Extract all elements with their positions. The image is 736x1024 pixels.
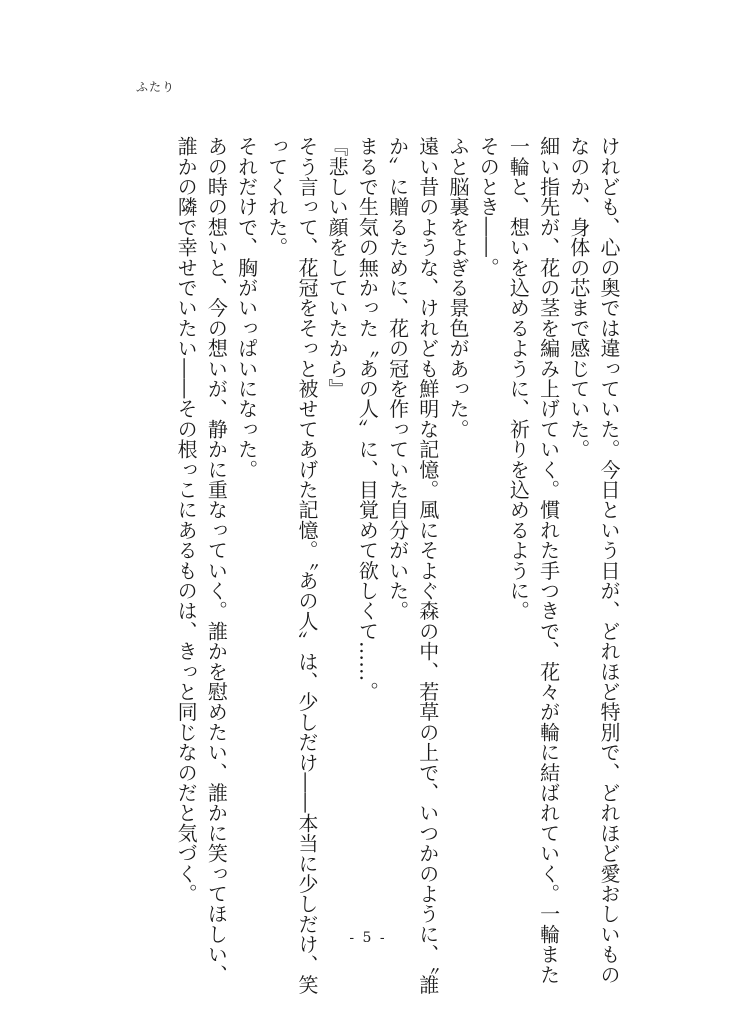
running-header: ふたり (136, 80, 176, 94)
text-line: まるで生気の無かった〝あの人〟に、目覚めて欲しくて……。 (355, 136, 380, 702)
vertical-body-text (171, 136, 624, 995)
text-line: 『悲しい顔をしていたから』 (325, 136, 350, 399)
text-line: それだけで、胸がいっぱいになった。 (234, 136, 259, 480)
text-line: 遠い昔のような、けれども鮮明な記憶。風にそよぐ森の中、若草の上で、いつかのように、〝誰 (415, 136, 440, 995)
text-line: そのとき――。 (476, 136, 501, 278)
page-number: - 5 - (349, 930, 387, 946)
text-line: なのか、身体の芯まで感じていた。 (566, 136, 591, 460)
text-line: そう言って、花冠をそっと被せてあげた記憶。〝あの人〟は、少しだけ――本当に少しだけ、笑 (294, 136, 319, 995)
text-line: ふと脳裏をよぎる景色があった。 (445, 136, 470, 439)
text-line: か〟に贈るために、花の冠を作っていた自分がいた。 (385, 136, 410, 621)
text-line: ってくれた。 (264, 136, 289, 258)
text-line: あの時の想いと、今の想いが、静かに重なっていく。誰かを慰めたい、誰かに笑ってほしい、 (204, 136, 229, 985)
text-line: 誰かの隣で幸せでいたい――その根っこにあるものは、きっと同じなのだと気づく。 (174, 136, 199, 904)
text-line: けれども、心の奥では違っていた。今日という日が、どれほど特別で、どれほど愛おしいもの (597, 136, 621, 985)
text-line: 細い指先が、花の茎を編み上げていく。慣れた手つきで、花々が輪に結ばれていく。一輪また (536, 136, 561, 985)
text-line: 一輪と、想いを込めるように、祈りを込めるように。 (506, 136, 531, 621)
